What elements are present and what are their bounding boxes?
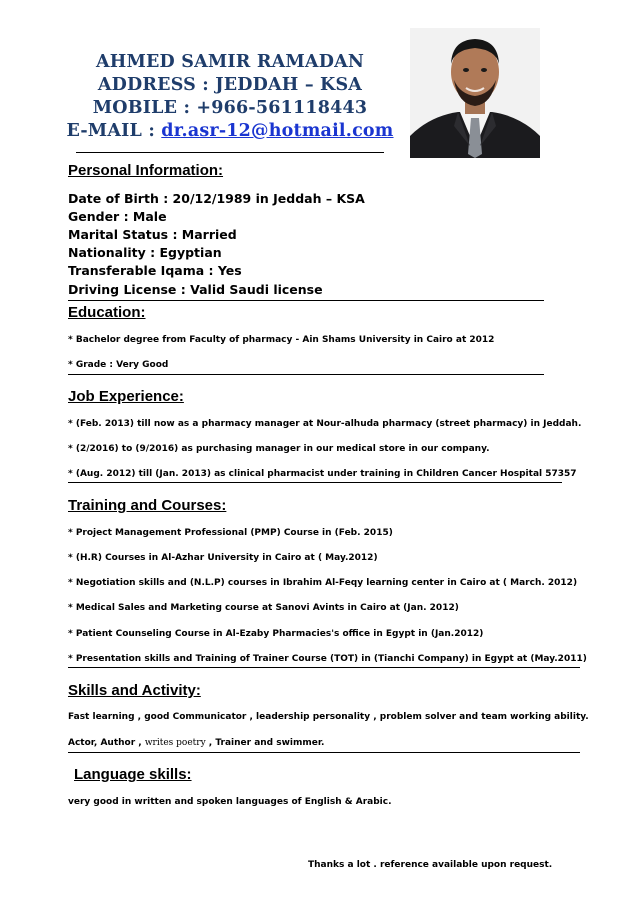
training-item: * (H.R) Courses in Al-Azhar University in Cairo at ( May.2012) xyxy=(68,553,378,563)
email-link[interactable]: dr.asr-12@hotmail.com xyxy=(161,121,394,141)
language-line: very good in written and spoken languages of English & Arabic. xyxy=(68,797,392,807)
section-title-personal: Personal Information: xyxy=(68,162,224,179)
email-line xyxy=(0,121,460,141)
training-item: * Negotiation skills and (N.L.P) courses in Ibrahim Al-Feqy learning center in Cairo at ( March. 2012) xyxy=(68,578,578,588)
personal-driving-license: Driving License : Valid Saudi license xyxy=(68,282,323,297)
experience-item: * (Aug. 2012) till (Jan. 2013) as clinical pharmacist under training in Children Cancer Hospital 57357 xyxy=(68,469,577,479)
section-title-training: Training and Courses: xyxy=(68,497,227,514)
activities-poetry: writes poetry xyxy=(144,738,206,748)
skills-line: Fast learning , good Communicator , leadership personality , problem solver and team working ability. xyxy=(68,712,589,722)
mobile-line: MOBILE : +966-561118443 xyxy=(92,98,368,118)
address-line: ADDRESS : JEDDAH – KSA xyxy=(97,75,363,95)
section-title-language: Language skills: xyxy=(74,766,192,783)
activities-part: , Trainer and swimmer. xyxy=(205,738,325,748)
portrait-photo-icon xyxy=(410,28,540,158)
training-item: * Project Management Professional (PMP) Course in (Feb. 2015) xyxy=(68,528,393,538)
education-degree: * Bachelor degree from Faculty of pharmacy - Ain Shams University in Cairo at 2012 xyxy=(68,335,495,345)
section-title-experience: Job Experience: xyxy=(68,388,184,405)
personal-divider xyxy=(68,300,544,301)
experience-item: * (Feb. 2013) till now as a pharmacy manager at Nour-alhuda pharmacy (street pharmacy) in Jeddah. xyxy=(68,419,582,429)
personal-gender: Gender : Male xyxy=(68,209,167,224)
section-title-skills: Skills and Activity: xyxy=(68,682,201,699)
activities-line xyxy=(68,738,324,748)
training-item: * Patient Counseling Course in Al-Ezaby Pharmacies's office in Egypt in (Jan.2012) xyxy=(68,629,484,639)
personal-marital-status: Marital Status : Married xyxy=(68,227,237,242)
personal-iqama: Transferable Iqama : Yes xyxy=(68,263,242,278)
footer-note: Thanks a lot . reference available upon request. xyxy=(308,860,553,870)
experience-item: * (2/2016) to (9/2016) as purchasing manager in our medical store in our company. xyxy=(68,444,490,454)
education-divider xyxy=(68,374,544,375)
section-title-education: Education: xyxy=(68,304,146,321)
portrait-photo xyxy=(410,28,540,158)
experience-divider xyxy=(68,482,562,483)
training-divider xyxy=(68,667,580,668)
training-item: * Presentation skills and Training of Trainer Course (TOT) in (Tianchi Company) in Egypt at (May.2011) xyxy=(68,654,587,664)
email-label: E-MAIL : xyxy=(66,121,162,141)
personal-nationality: Nationality : Egyptian xyxy=(68,245,222,260)
header-divider xyxy=(76,152,384,153)
skills-divider xyxy=(68,752,580,753)
education-grade: * Grade : Very Good xyxy=(68,360,169,370)
activities-part: Actor, Author , xyxy=(68,738,145,748)
personal-dob: Date of Birth : 20/12/1989 in Jeddah – KSA xyxy=(68,191,365,206)
applicant-name: AHMED SAMIR RAMADAN xyxy=(95,52,365,72)
training-item: * Medical Sales and Marketing course at Sanovi Avints in Cairo at (Jan. 2012) xyxy=(68,603,459,613)
